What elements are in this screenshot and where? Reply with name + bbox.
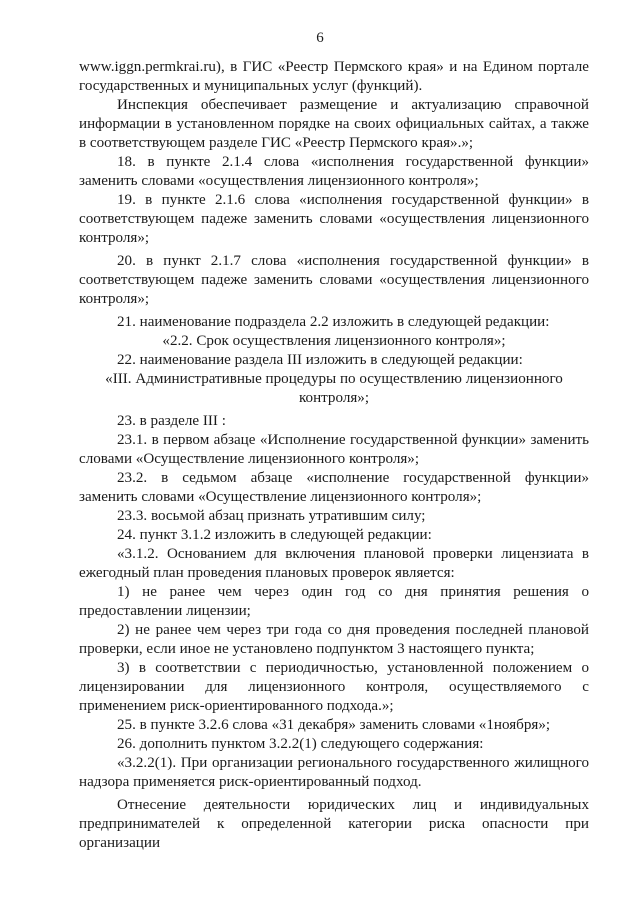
paragraph: «3.2.2(1). При организации регионального государственного жилищного надзора применяется риск-ориентированный подход. (79, 755, 589, 790)
paragraph: «III. Административные процедуры по осуществлению лицензионного контроля»; (105, 371, 563, 406)
page-number: 6 (316, 30, 324, 46)
paragraph: «2.2. Срок осуществления лицензионного контроля»; (162, 333, 506, 349)
paragraph: 1) не ранее чем через один год со дня принятия решения о предоставлении лицензии; (79, 584, 589, 619)
paragraph: 26. дополнить пунктом 3.2.2(1) следующего содержания: (117, 736, 484, 752)
paragraph: 20. в пункт 2.1.7 слова «исполнения государственной функции» в соответствующем падеже заменить словами «осуществления лицензионного контроля»; (79, 253, 589, 307)
document-body (79, 58, 589, 853)
paragraph: 2) не ранее чем через три года со дня проведения последней плановой проверки, если иное не установлено подпунктом 3 настоящего пункта; (79, 622, 589, 657)
paragraph: 25. в пункте 3.2.6 слова «31 декабря» заменить словами «1ноября»; (117, 717, 551, 733)
paragraph: 21. наименование подраздела 2.2 изложить в следующей редакции: (117, 314, 550, 330)
paragraph: Отнесение деятельности юридических лиц и индивидуальных предпринимателей к определенной категории риска опасности при организации (79, 797, 589, 851)
paragraph: 3) в соответствии с периодичностью, установленной положением о лицензировании для лицензионного контроля, осуществляемого с применением риск-ориентированного подхода.»; (79, 660, 589, 714)
paragraph: 24. пункт 3.1.2 изложить в следующей редакции: (117, 527, 432, 543)
paragraph: Инспекция обеспечивает размещение и актуализацию справочной информации в установленном порядке на своих официальных сайтах, а также в соответствующем разделе ГИС «Реестр Пермского края».»; (79, 97, 589, 151)
paragraph: 19. в пункте 2.1.6 слова «исполнения государственной функции» в соответствующем падеже заменить словами «осуществления лицензионного контроля»; (79, 192, 589, 246)
paragraph: 23. в разделе III : (117, 413, 226, 429)
paragraph: www.iggn.permkrai.ru), в ГИС «Реестр Пермского края» и на Едином портале государственных и муниципальных услуг (функций). (79, 59, 589, 94)
paragraph: 22. наименование раздела III изложить в следующей редакции: (117, 352, 523, 368)
paragraph: «3.1.2. Основанием для включения плановой проверки лицензиата в ежегодный план проведения плановых проверок является: (79, 546, 589, 581)
paragraph: 18. в пункте 2.1.4 слова «исполнения государственной функции» заменить словами «осуществления лицензионного контроля»; (79, 154, 589, 189)
paragraph: 23.2. в седьмом абзаце «исполнение государственной функции» заменить словами «Осуществление лицензионного контроля»; (79, 470, 589, 505)
paragraph: 23.1. в первом абзаце «Исполнение государственной функции» заменить словами «Осуществление лицензионного контроля»; (79, 432, 589, 467)
paragraph: 23.3. восьмой абзац признать утратившим силу; (117, 508, 426, 524)
